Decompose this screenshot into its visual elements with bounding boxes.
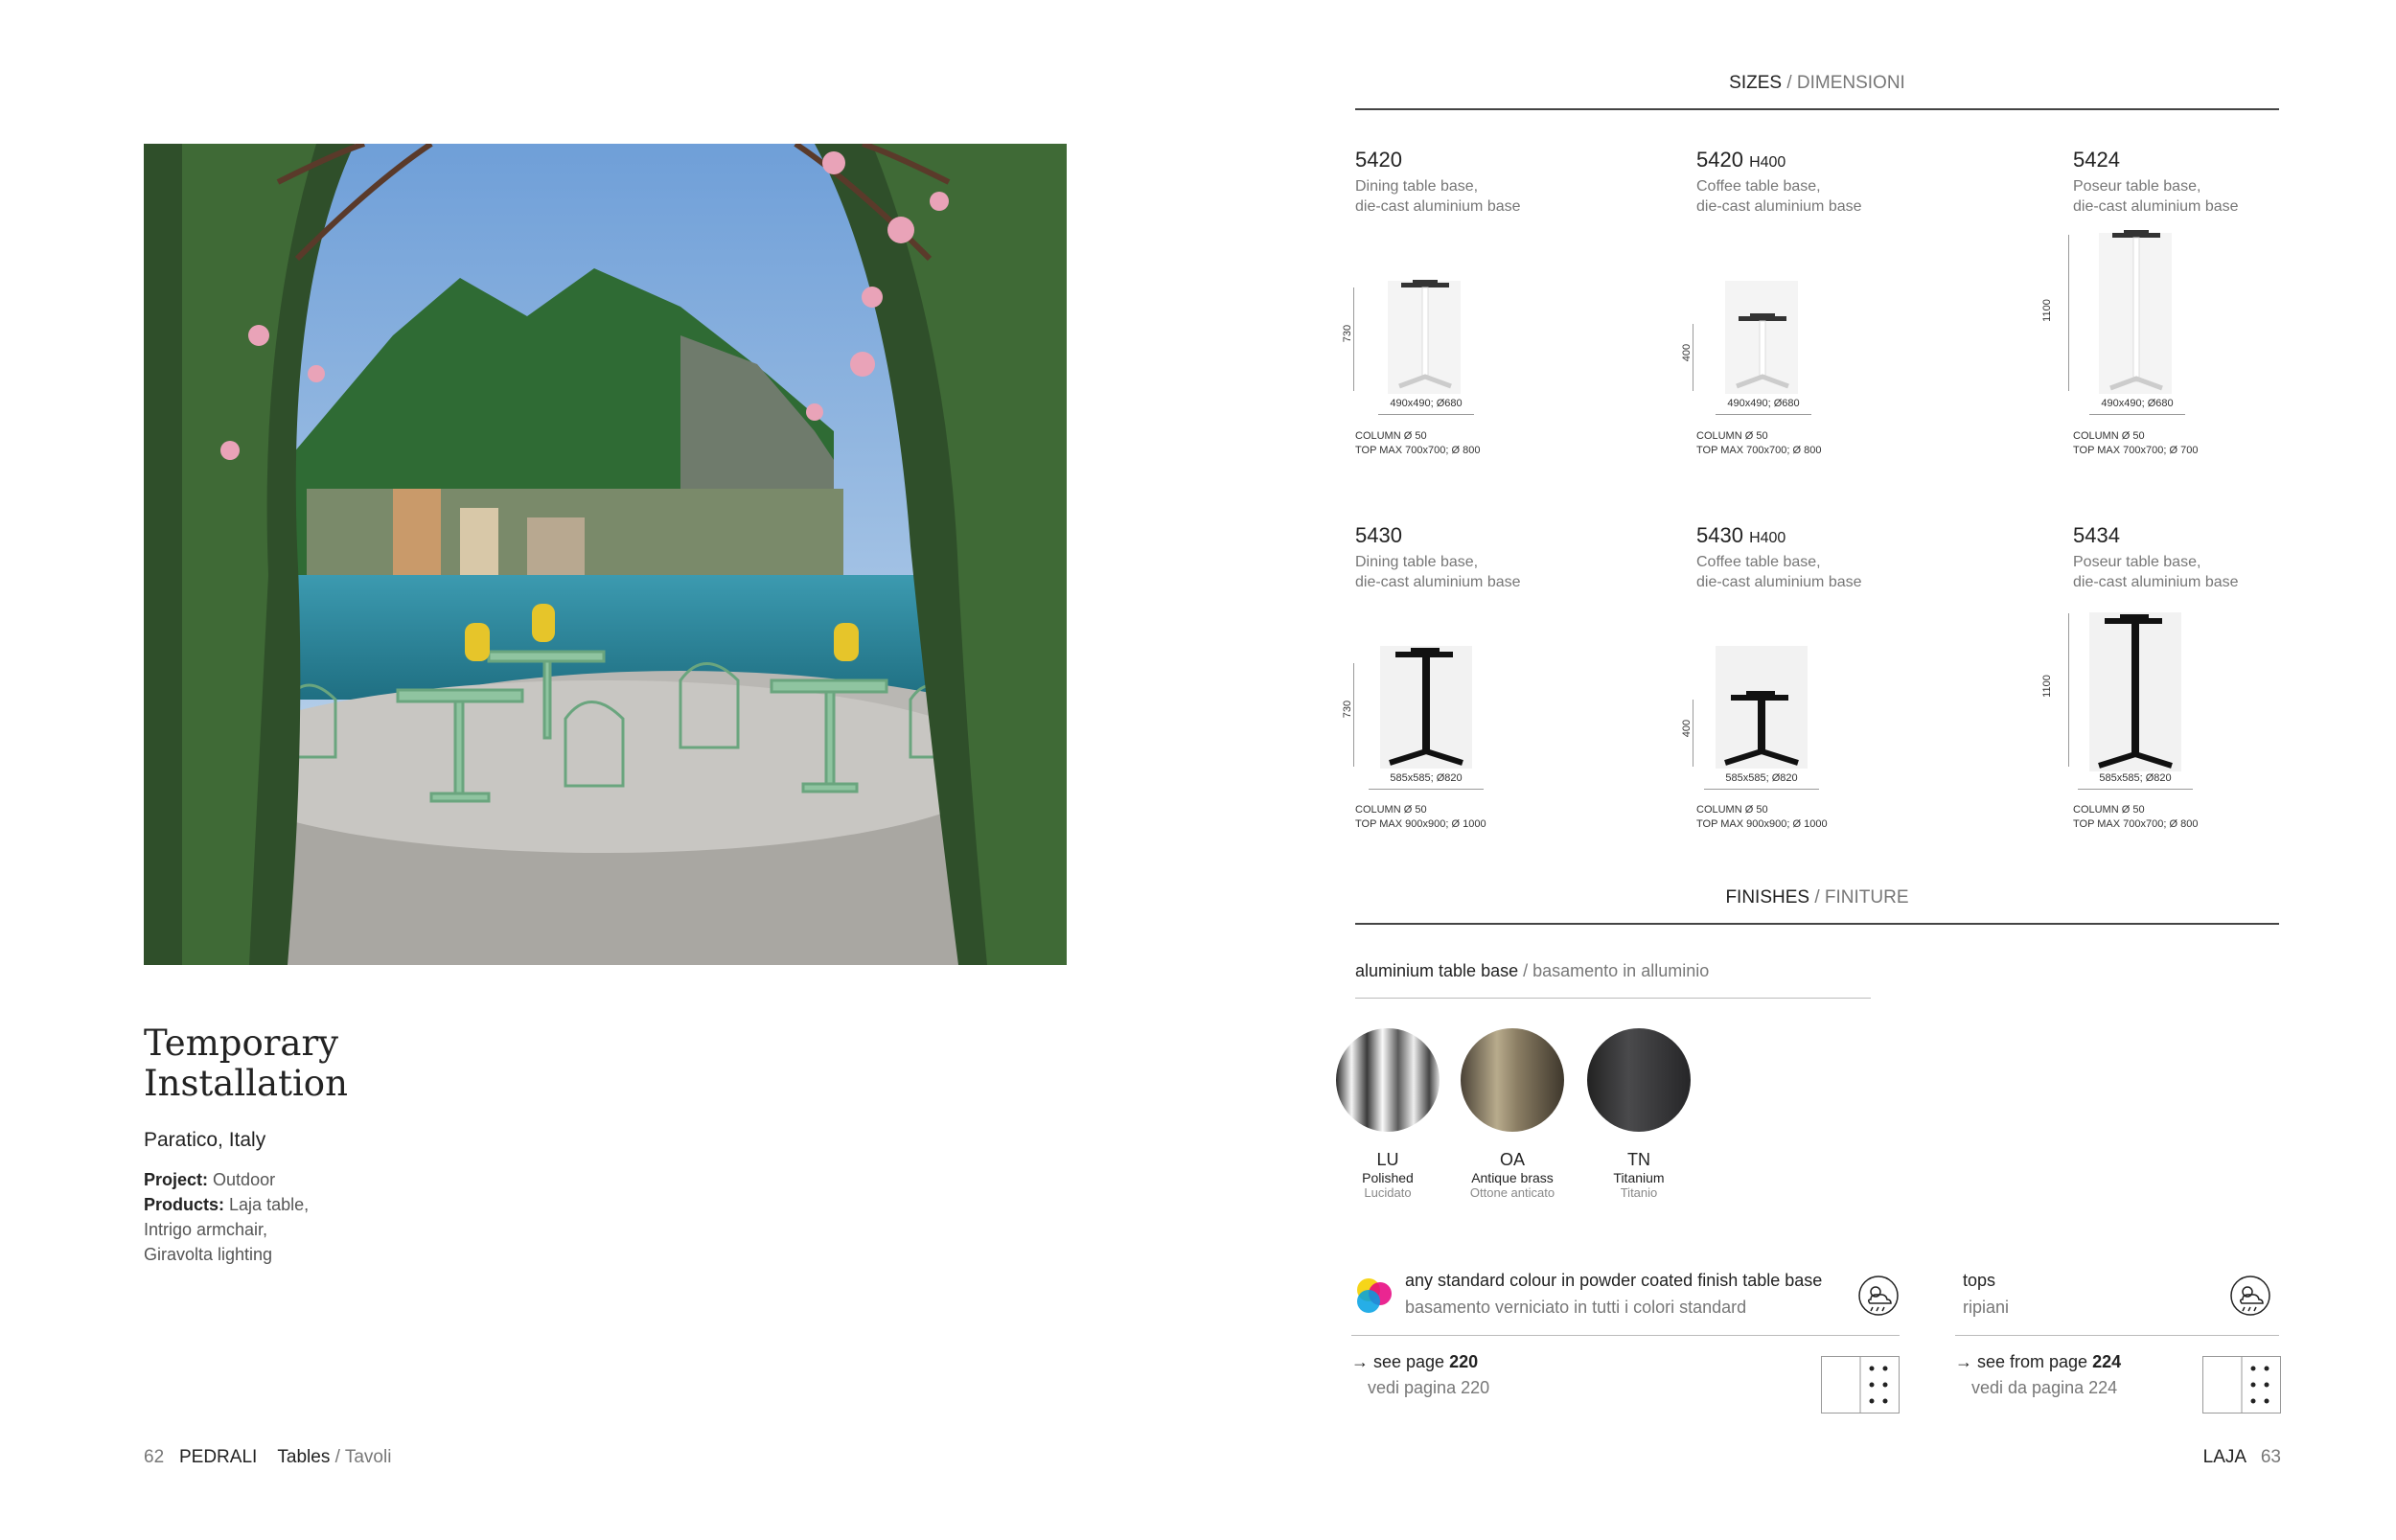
product-desc2: die-cast aluminium base <box>2073 574 2239 590</box>
swatch-lu-circle <box>1336 1028 1440 1132</box>
finishes-heading <box>1355 887 2279 908</box>
product-desc1: Dining table base, <box>1355 178 1479 195</box>
spec-block <box>1355 429 1480 458</box>
swatch-code: TN <box>1627 1150 1650 1169</box>
colour-see-it: vedi pagina 220 <box>1368 1378 1490 1397</box>
product-5434 <box>2073 523 2361 592</box>
product-desc1: Poseur table base, <box>2073 554 2201 570</box>
dims-line <box>1716 414 1811 415</box>
sizes-sub: / DIMENSIONI <box>1786 73 1905 93</box>
tops-option-rule <box>1955 1335 2279 1336</box>
finishes-label: FINISHES <box>1725 887 1810 908</box>
sizes-rule <box>1355 108 2279 110</box>
colour-see-link[interactable] <box>1351 1352 1478 1372</box>
spec-top: TOP MAX 700x700; Ø 800 <box>1696 445 1822 456</box>
project-title-line1: Temporary <box>144 1023 339 1064</box>
product-desc2: die-cast aluminium base <box>2073 198 2239 215</box>
project-label: Project: <box>144 1170 209 1189</box>
footer-left <box>144 1447 391 1468</box>
swatch-oa-circle <box>1461 1028 1564 1132</box>
base-drawing-5420-h400 <box>1716 273 1811 398</box>
height-label: 1100 <box>2041 299 2053 322</box>
spec-column: COLUMN Ø 50 <box>1355 430 1427 442</box>
product-5424 <box>2073 148 2361 217</box>
base-drawing-5424 <box>2089 225 2185 398</box>
dims-line <box>1704 789 1819 790</box>
spec-block <box>2073 803 2198 832</box>
tops-see-link[interactable] <box>1955 1352 2121 1372</box>
sizes-heading <box>1355 73 2279 94</box>
product-code: 5434 <box>2073 523 2120 547</box>
height-label: 730 <box>1342 700 1353 719</box>
dims-label: 585x585; Ø820 <box>1390 772 1463 784</box>
colour-wheel-icon <box>1351 1273 1397 1319</box>
height-line <box>1353 663 1354 767</box>
colour-see-page: 220 <box>1449 1352 1479 1371</box>
swatch-tn-circle <box>1587 1028 1691 1132</box>
swatch-tn <box>1572 1028 1706 1200</box>
dims-line <box>1369 789 1484 790</box>
project-title-line2: Installation <box>144 1063 348 1104</box>
swatch-en: Antique brass <box>1471 1170 1554 1185</box>
spec-block <box>2073 429 2198 458</box>
tops-option-title: tops <box>1963 1271 1996 1290</box>
finish-group-rule <box>1355 998 1871 999</box>
colour-option-rule <box>1351 1335 1900 1336</box>
swatch-en: Polished <box>1362 1170 1414 1185</box>
height-label: 400 <box>1681 343 1693 362</box>
project-place: Paratico, Italy <box>144 1129 266 1151</box>
base-drawing-5434 <box>2078 609 2193 773</box>
colour-option-title: any standard colour in powder coated finish table base <box>1405 1271 1823 1290</box>
product-desc2: die-cast aluminium base <box>1355 198 1521 215</box>
spec-column: COLUMN Ø 50 <box>1696 804 1768 816</box>
finish-group-label <box>1355 961 1709 981</box>
dims-line <box>2078 789 2193 790</box>
finishes-rule <box>1355 923 2279 925</box>
spec-block <box>1696 429 1821 458</box>
photo-illustration <box>144 144 1067 965</box>
section-sub: / Tavoli <box>334 1447 392 1467</box>
swatch-code: LU <box>1376 1150 1399 1169</box>
swatch-it: Ottone anticato <box>1469 1185 1555 1200</box>
tops-see-it: vedi da pagina 224 <box>1971 1378 2118 1397</box>
swatch-it: Titanio <box>1620 1185 1658 1200</box>
swatch-lu <box>1321 1028 1455 1200</box>
tops-option-sub: ripiani <box>1963 1298 2010 1317</box>
swatch-it: Lucidato <box>1364 1185 1412 1200</box>
product-desc2: die-cast aluminium base <box>1355 574 1521 590</box>
colour-option-sub: basamento verniciato in tutti i colori standard <box>1405 1298 1747 1317</box>
product-desc1: Coffee table base, <box>1696 178 1821 195</box>
section-name: Tables <box>277 1447 331 1467</box>
dims-label: 585x585; Ø820 <box>2099 772 2172 784</box>
page-thumbnail-icon <box>1821 1356 1900 1414</box>
base-drawing-5430-h400 <box>1704 642 1819 771</box>
page-thumbnail-icon <box>2202 1356 2281 1414</box>
finish-group-title: aluminium table base <box>1355 961 1519 980</box>
dims-line <box>1378 414 1474 415</box>
spec-column: COLUMN Ø 50 <box>2073 804 2145 816</box>
products-line2: Intrigo armchair, <box>144 1220 268 1239</box>
product-desc1: Dining table base, <box>1355 554 1479 570</box>
products-label: Products: <box>144 1195 225 1214</box>
swatch-en: Titanium <box>1613 1170 1665 1185</box>
spec-block <box>1355 803 1486 832</box>
sizes-label: SIZES <box>1729 73 1783 93</box>
project-title <box>144 1023 348 1104</box>
footer-right <box>2195 1447 2281 1468</box>
page-number-right: 63 <box>2260 1447 2281 1467</box>
spec-top: TOP MAX 900x900; Ø 1000 <box>1696 818 1828 830</box>
installation-photo <box>144 144 1067 965</box>
product-5420-h400 <box>1696 148 1984 217</box>
products-line1: Laja table, <box>229 1195 310 1214</box>
tops-see-page: 224 <box>2092 1352 2122 1371</box>
product-code: 5424 <box>2073 148 2120 172</box>
spec-top: TOP MAX 900x900; Ø 1000 <box>1355 818 1486 830</box>
spec-column: COLUMN Ø 50 <box>1355 804 1427 816</box>
product-code: 5430 <box>1355 523 1402 547</box>
tops-see-prefix: → see from page <box>1955 1352 2093 1371</box>
product-h: H400 <box>1749 154 1786 171</box>
spec-top: TOP MAX 700x700; Ø 800 <box>1355 445 1481 456</box>
spec-top: TOP MAX 700x700; Ø 700 <box>2073 445 2199 456</box>
spec-block <box>1696 803 1828 832</box>
spec-column: COLUMN Ø 50 <box>2073 430 2145 442</box>
project-meta <box>144 1167 309 1267</box>
dims-label: 490x490; Ø680 <box>2101 398 2174 409</box>
spec-column: COLUMN Ø 50 <box>1696 430 1768 442</box>
dims-label: 490x490; Ø680 <box>1727 398 1800 409</box>
swatch-code: OA <box>1499 1150 1525 1169</box>
dims-label: 490x490; Ø680 <box>1390 398 1463 409</box>
product-desc2: die-cast aluminium base <box>1696 198 1862 215</box>
product-h: H400 <box>1749 530 1786 546</box>
height-label: 1100 <box>2041 675 2053 698</box>
height-label: 400 <box>1681 719 1693 738</box>
product-5430-h400 <box>1696 523 1984 592</box>
height-line <box>1353 287 1354 391</box>
finish-group-sub: / basamento in alluminio <box>1523 961 1710 980</box>
product-desc1: Poseur table base, <box>2073 178 2201 195</box>
page-grid-icon <box>1822 1357 1899 1413</box>
products-line3: Giravolta lighting <box>144 1245 273 1264</box>
product-code: 5420 <box>1696 148 1743 172</box>
dims-line <box>2089 414 2185 415</box>
collection-name: LAJA <box>2202 1447 2246 1467</box>
dims-label: 585x585; Ø820 <box>1725 772 1798 784</box>
swatch-oa <box>1445 1028 1579 1200</box>
base-drawing-5430 <box>1369 642 1484 771</box>
page-number-left: 62 <box>144 1447 165 1467</box>
outdoor-weather-icon <box>2229 1275 2271 1317</box>
height-label: 730 <box>1342 324 1353 343</box>
page-grid-icon <box>2203 1357 2280 1413</box>
product-desc2: die-cast aluminium base <box>1696 574 1862 590</box>
finishes-sub: / FINITURE <box>1814 887 1909 908</box>
project-value: Outdoor <box>213 1170 276 1189</box>
product-desc1: Coffee table base, <box>1696 554 1821 570</box>
colour-see-prefix: → see page <box>1351 1352 1450 1371</box>
product-code: 5420 <box>1355 148 1402 172</box>
brand-name: PEDRALI <box>178 1447 258 1467</box>
product-5420 <box>1355 148 1643 217</box>
height-line <box>2068 235 2069 391</box>
product-5430 <box>1355 523 1643 592</box>
product-code: 5430 <box>1696 523 1743 547</box>
height-line <box>2068 613 2069 767</box>
spec-top: TOP MAX 700x700; Ø 800 <box>2073 818 2199 830</box>
outdoor-weather-icon <box>1857 1275 1900 1317</box>
base-drawing-5420 <box>1378 273 1474 398</box>
